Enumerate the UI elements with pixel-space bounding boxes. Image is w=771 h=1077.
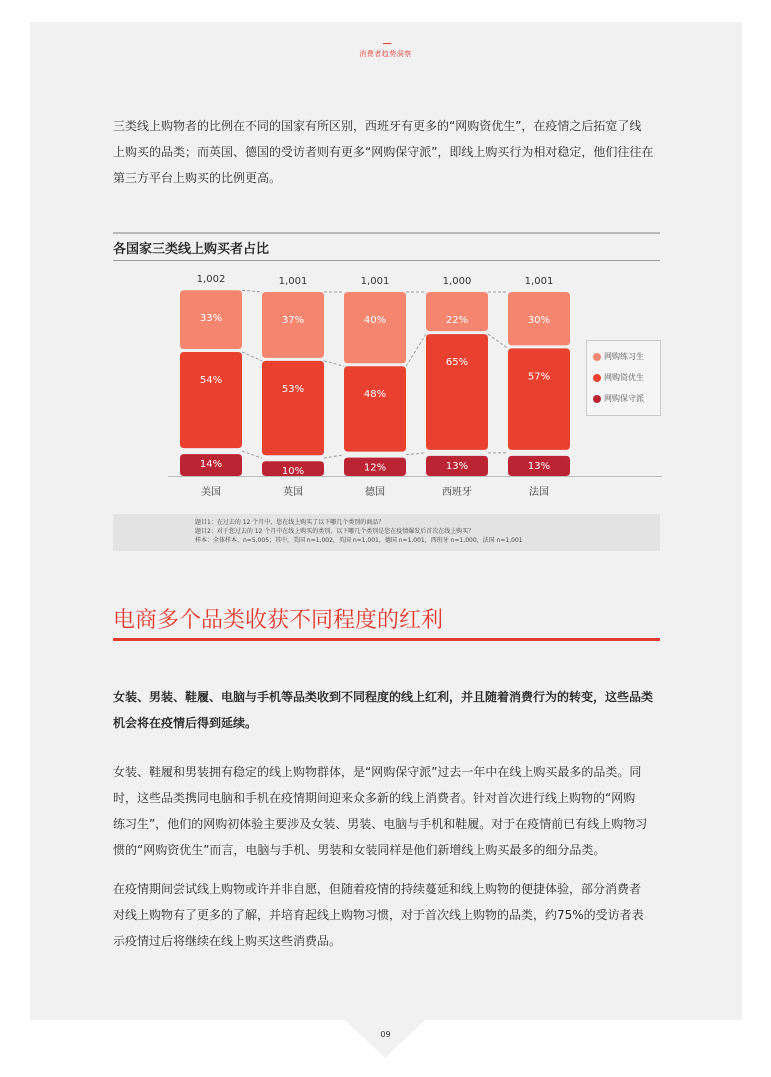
total-label-0: 1,002 xyxy=(196,274,226,286)
bar-advanced-0 xyxy=(180,352,242,448)
para2-line-2: 时，这些品类携同电脑和手机在疫情期间迎来众多新的线上消费者。针对首次进行线上购物的“网购 xyxy=(113,791,636,805)
value-label-practice-3: 22% xyxy=(445,315,469,326)
note-line-3: 样本：全体样本，n=5,005；其中，美国 n=1,002，英国 n=1,001，德国 n=1,001，西班牙 n=1,000，法国 n=1,001 xyxy=(195,537,523,544)
value-label-practice-0: 33% xyxy=(199,313,223,325)
legend-label-conservative: 网购保守派 xyxy=(604,394,644,403)
total-label-4: 1,001 xyxy=(524,276,554,287)
para2-line-3: 练习生”，他们的网购初体验主要涉及女装、男装、电脑与手机和鞋履。对于在疫情前已有线上购物习 xyxy=(113,817,648,831)
page-tab xyxy=(345,1020,425,1058)
para3-line-3: 示疫情过后将继续在线上购买这些消费品。 xyxy=(113,934,342,948)
note-line-2: 题目2：对于您过去的 12 个月中在线上购买的类别，以下哪几个类别是您在疫情爆发后首次在线上购买？ xyxy=(195,528,475,535)
category-label-3: 西班牙 xyxy=(442,487,472,498)
total-label-1: 1,001 xyxy=(278,276,308,287)
stacked-bar-chart xyxy=(0,0,771,520)
bar-advanced-4 xyxy=(508,348,570,449)
connector-1-1 xyxy=(324,361,344,366)
value-label-advanced-2: 48% xyxy=(363,389,387,401)
connector-2-2 xyxy=(406,453,426,455)
value-label-practice-4: 30% xyxy=(527,315,551,326)
value-label-advanced-3: 65% xyxy=(445,357,469,369)
connector-1-0 xyxy=(242,352,262,361)
value-label-practice-1: 37% xyxy=(281,315,305,326)
intro-line-3: 第三方平台上购买的比例更高。 xyxy=(113,171,282,185)
total-label-3: 1,000 xyxy=(442,276,472,287)
bar-advanced-2 xyxy=(344,366,406,451)
note-line-1: 题目1：在过去的 12 个月中，您在线上购买了以下哪几个类别的商品？ xyxy=(195,519,385,526)
category-label-2: 德国 xyxy=(365,487,385,498)
connector-0-0 xyxy=(242,290,262,292)
category-label-4: 法国 xyxy=(529,487,549,498)
para3-line-2: 对线上购物有了更多的了解，并培育起线上购物习惯，对于首次线上购物的品类，约75%的受访者表 xyxy=(113,908,644,922)
section-lead-line-1: 女装、男装、鞋履、电脑与手机等品类收到不同程度的线上红利，并且随着消费行为的转变，这些品类 xyxy=(113,690,654,704)
category-label-0: 美国 xyxy=(201,487,221,498)
value-label-advanced-0: 54% xyxy=(199,374,223,386)
bar-advanced-3 xyxy=(426,334,488,450)
value-label-advanced-4: 57% xyxy=(527,371,551,383)
page-number: 09 xyxy=(380,1030,391,1039)
connector-1-2 xyxy=(406,334,426,366)
value-label-practice-2: 40% xyxy=(363,315,387,326)
legend-dot-practice xyxy=(593,353,601,361)
intro-line-1: 三类线上购物者的比例在不同的国家有所区别，西班牙有更多的“网购资优生”，在疫情之后拓宽了线 xyxy=(113,119,642,133)
section-lead-line-2: 机会将在疫情后得到延续。 xyxy=(113,716,258,730)
legend-item-advanced xyxy=(587,367,660,388)
para2-line-4: 惯的“网购资优生”而言，电脑与手机、男装和女装同样是他们新增线上购买最多的细分品类。 xyxy=(113,843,606,857)
legend-label-practice: 网购练习生 xyxy=(604,352,644,361)
para2-line-1: 女装、鞋履和男装拥有稳定的线上购物群体，是“网购保守派”过去一年中在线上购买最多的品类。同 xyxy=(113,765,642,779)
chart-notes xyxy=(113,514,660,551)
value-label-conservative-2: 12% xyxy=(363,462,387,474)
value-label-advanced-1: 53% xyxy=(281,383,305,395)
category-label-1: 英国 xyxy=(283,487,303,498)
legend-dot-advanced xyxy=(593,374,601,382)
bar-practice-2 xyxy=(344,292,406,363)
legend-dot-conservative xyxy=(593,395,601,403)
connector-2-1 xyxy=(324,455,344,459)
chart-legend xyxy=(586,340,661,416)
bar-advanced-1 xyxy=(262,361,324,455)
intro-line-2: 上购买的品类；而英国、德国的受访者则有更多“网购保守派”，即线上购买行为相对稳定，他们往往在 xyxy=(113,145,654,159)
connector-2-0 xyxy=(242,451,262,458)
header-title: 消费者趋势洞察 xyxy=(359,50,412,58)
value-label-conservative-4: 13% xyxy=(527,460,551,472)
section-title: 电商多个品类收获不同程度的红利 xyxy=(113,608,444,633)
para3-line-1: 在疫情期间尝试线上购物或许并非自愿，但随着疫情的持续蔓延和线上购物的便捷体验，部分消费者 xyxy=(113,882,642,896)
connector-1-3 xyxy=(488,334,508,348)
legend-item-conservative xyxy=(587,388,660,409)
value-label-conservative-0: 14% xyxy=(199,459,223,471)
section-title-rule xyxy=(113,638,660,641)
value-label-conservative-1: 10% xyxy=(281,466,305,478)
value-label-conservative-3: 13% xyxy=(445,460,469,472)
legend-item-practice xyxy=(587,346,660,367)
legend-label-advanced: 网购资优生 xyxy=(604,373,644,382)
chart-title: 各国家三类线上购买者占比 xyxy=(113,242,270,257)
total-label-2: 1,001 xyxy=(360,276,390,287)
